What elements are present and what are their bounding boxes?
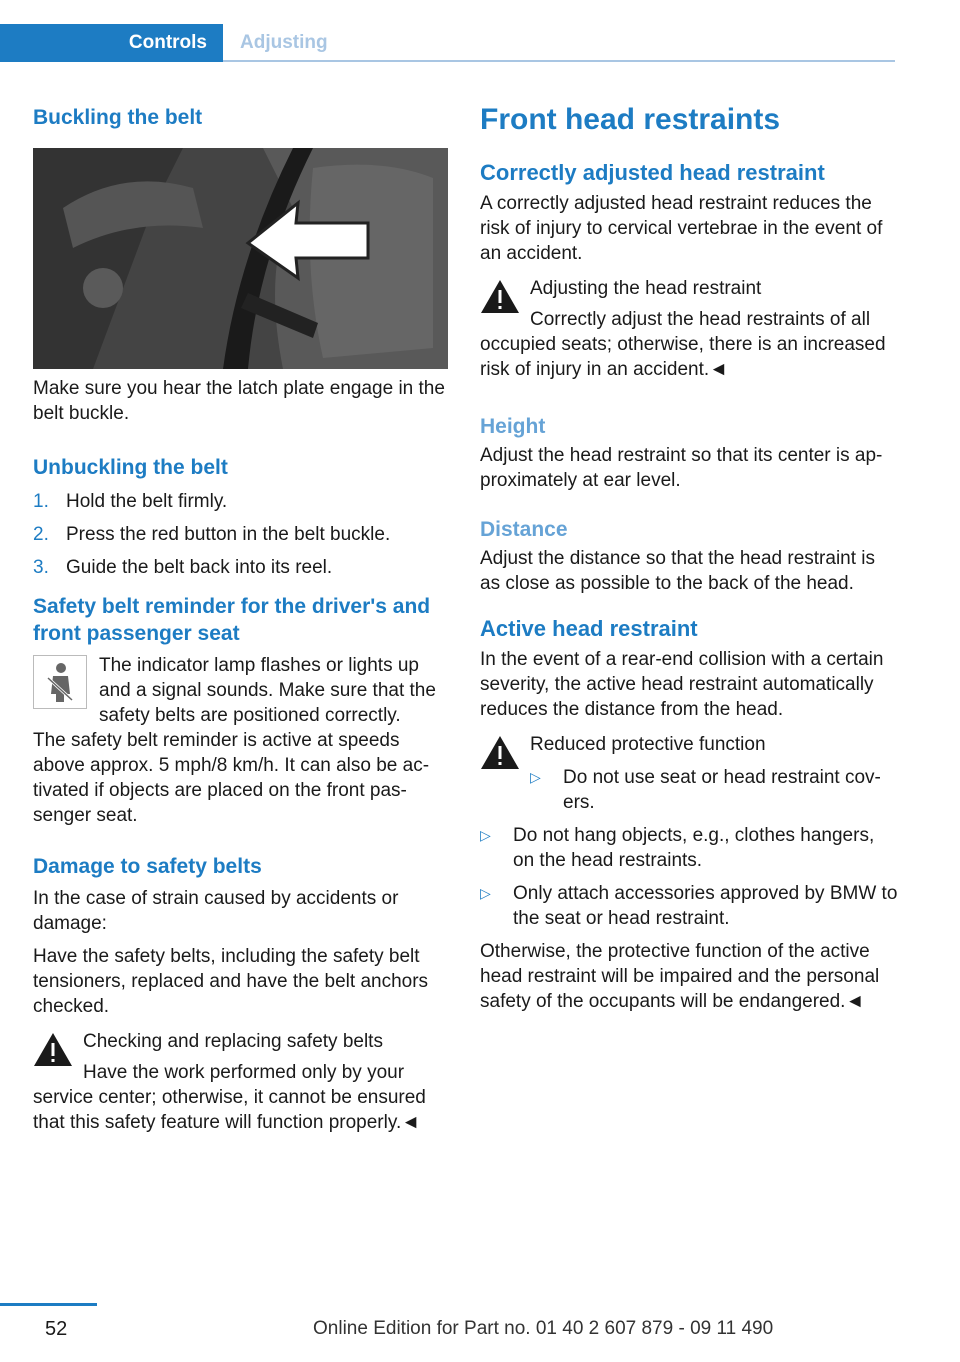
active-closing: Otherwise, the protective function of the active head restraint will be impaired and the personal safety of the occupants will be endangered.◄: [480, 941, 880, 1012]
list-item: ▷ Do not use seat or head restraint cov‐ers.: [530, 767, 881, 813]
edition-text: Online Edition for Part no. 01 40 2 607 879 - 09 11 490: [313, 1318, 774, 1339]
buckling-title: Buckling the belt: [33, 106, 203, 129]
active-text: In the event of a rear-end collision with a certain severity, the active head restraint automatically reduces the distance from the head.: [480, 649, 884, 720]
damage-warning-text: Have the work performed only by your service center; otherwise, it cannot be ensured that this safety feature will function properly.◄: [33, 1062, 426, 1133]
damage-warning-title: Checking and replacing safety belts: [83, 1031, 383, 1052]
page-number: 52: [45, 1318, 68, 1340]
reminder-text-2: The safety belt reminder is active at speeds above approx. 5 mph/8 km/h. It can also be ac‐tivated if objects are placed on the front pas‐senger seat.: [33, 730, 430, 826]
right-column: [480, 100, 898, 1014]
active-warning: [480, 732, 898, 815]
seatbelt-photo: [33, 148, 448, 369]
reminder-text-1: The indicator lamp flashes or lights up and a signal sounds. Make sure that the safety belts are positioned correctly.: [99, 655, 436, 726]
tab-adjusting[interactable]: Adjusting: [240, 32, 328, 53]
page-header: [0, 24, 895, 62]
warning-triangle-icon: [33, 1031, 73, 1067]
correct-warning-title: Adjusting the head restraint: [530, 278, 762, 299]
header-divider: [223, 60, 895, 62]
correct-title: Correctly adjusted head restraint: [480, 160, 825, 185]
height-title: Height: [480, 415, 546, 438]
damage-text-2: Have the safety belts, including the safety belt tensioners, replaced and have the belt anchors checked.: [33, 946, 429, 1017]
distance-title: Distance: [480, 518, 568, 541]
list-item: 3. Guide the belt back into its reel.: [33, 557, 333, 578]
active-warning-list: [530, 765, 898, 815]
correct-warning-text: Correctly adjust the head restraints of all occupied seats; otherwise, there is an increased risk of injury in an accident.◄: [480, 309, 886, 380]
unbuckling-steps: [33, 489, 448, 580]
list-item: 1. Hold the belt firmly.: [33, 491, 228, 512]
reminder-title: Safety belt reminder for the driver's and front passenger seat: [33, 595, 431, 645]
unbuckling-title: Unbuckling the belt: [33, 456, 228, 479]
warning-triangle-icon: [480, 734, 520, 770]
tab-controls[interactable]: Controls: [0, 24, 223, 62]
list-item: 2. Press the red button in the belt buckle.: [33, 524, 391, 545]
list-item: ▷ Only attach accessories approved by BMW to the seat or head restraint.: [480, 883, 898, 929]
left-column: [33, 100, 448, 1135]
seatbelt-reminder-icon: [33, 655, 87, 709]
warning-triangle-icon: [480, 278, 520, 314]
damage-text-1: In the case of strain caused by accidents or damage:: [33, 888, 399, 934]
footer-divider: [0, 1303, 97, 1306]
damage-title: Damage to safety belts: [33, 855, 262, 878]
seatbelt-illustration: [33, 148, 448, 369]
active-bullets: [480, 823, 898, 931]
damage-warning: [33, 1029, 448, 1135]
correct-warning: [480, 276, 898, 382]
distance-text: Adjust the distance so that the head restraint is as close as possible to the back of the head.: [480, 548, 876, 594]
active-title: Active head restraint: [480, 616, 698, 641]
reminder-block: [33, 653, 448, 728]
active-warning-title: Reduced protective function: [530, 734, 766, 755]
triangle-bullet-icon: ▷: [480, 827, 491, 843]
buckling-text: Make sure you hear the latch plate engage in the belt buckle.: [33, 378, 445, 424]
triangle-bullet-icon: ▷: [480, 885, 491, 901]
list-item: ▷ Do not hang objects, e.g., clothes hangers, on the head restraints.: [480, 825, 875, 871]
triangle-bullet-icon: ▷: [530, 769, 541, 785]
page-title: Front head restraints: [480, 103, 781, 136]
height-text: Adjust the head restraint so that its center is ap‐proximately at ear level.: [480, 445, 883, 491]
correct-text: A correctly adjusted head restraint reduces the risk of injury to cervical vertebrae in the event of an accident.: [480, 193, 883, 264]
